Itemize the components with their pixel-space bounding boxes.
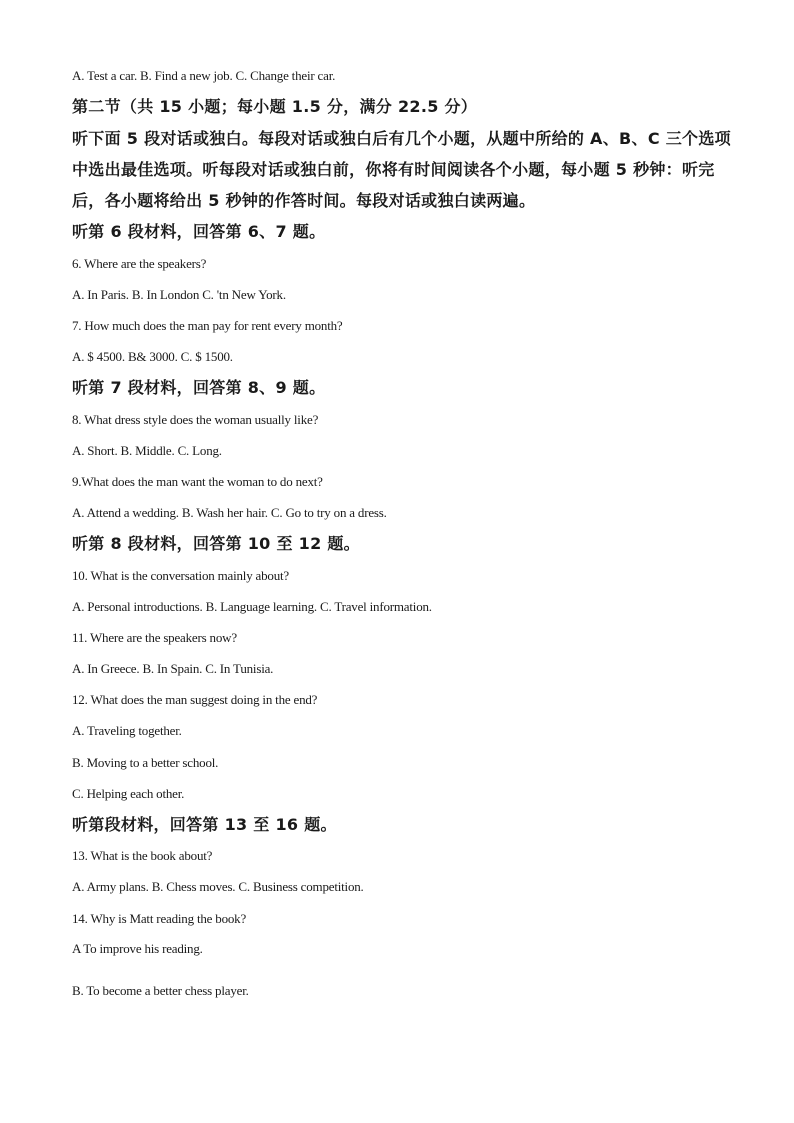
answer-option: B. To become a better chess player.	[72, 983, 249, 998]
instructions-line-2: 中选出最佳选项。听每段对话或独白前，你将有时间阅读各个小题，每小题 5 秒钟：听完	[72, 160, 715, 179]
question: 6. Where are the speakers?	[72, 256, 207, 271]
instructions-line-1: 听下面 5 段对话或独白。每段对话或独白后有几个小题，从题中所给的 A、B、C 三个选项	[72, 129, 731, 148]
instructions-line-3: 后，各小题将给出 5 秒钟的作答时间。每段对话或独白读两遍。	[72, 191, 536, 210]
question: 14. Why is Matt reading the book?	[72, 911, 247, 926]
question: 8. What dress style does the woman usually like?	[72, 412, 319, 427]
answer-option: A. Traveling together.	[72, 723, 182, 738]
question: 9.What does the man want the woman to do next?	[72, 474, 323, 489]
answer-options: A. Army plans. B. Chess moves. C. Business competition.	[72, 879, 364, 894]
material-heading: 听第 8 段材料，回答第 10 至 12 题。	[72, 534, 360, 553]
question: 13. What is the book about?	[72, 848, 213, 863]
answer-options: A. In Greece. B. In Spain. C. In Tunisia.	[72, 661, 274, 676]
material-heading: 听第 7 段材料，回答第 8、9 题。	[72, 378, 326, 397]
answer-options: A. Short. B. Middle. C. Long.	[72, 443, 222, 458]
answer-options: A. $ 4500. B& 3000. C. $ 1500.	[72, 349, 233, 364]
question: 10. What is the conversation mainly about?	[72, 568, 289, 583]
answer-options: A. In Paris. B. In London C. 'tn New York.	[72, 287, 286, 302]
material-heading: 听第段材料，回答第 13 至 16 题。	[72, 815, 337, 834]
question: 11. Where are the speakers now?	[72, 630, 237, 645]
answer-options: A. Personal introductions. B. Language learning. C. Travel information.	[72, 599, 432, 614]
question: 7. How much does the man pay for rent every month?	[72, 318, 343, 333]
answer-options: A. Attend a wedding. B. Wash her hair. C. Go to try on a dress.	[72, 505, 387, 520]
material-heading: 听第 6 段材料，回答第 6、7 题。	[72, 222, 326, 241]
answer-options: A. Test a car. B. Find a new job. C. Change their car.	[72, 68, 336, 83]
answer-option: B. Moving to a better school.	[72, 755, 219, 770]
question: 12. What does the man suggest doing in the end?	[72, 692, 318, 707]
section-heading: 第二节（共 15 小题；每小题 1.5 分，满分 22.5 分）	[72, 97, 478, 116]
answer-option: A To improve his reading.	[72, 941, 203, 956]
answer-option: C. Helping each other.	[72, 786, 185, 801]
